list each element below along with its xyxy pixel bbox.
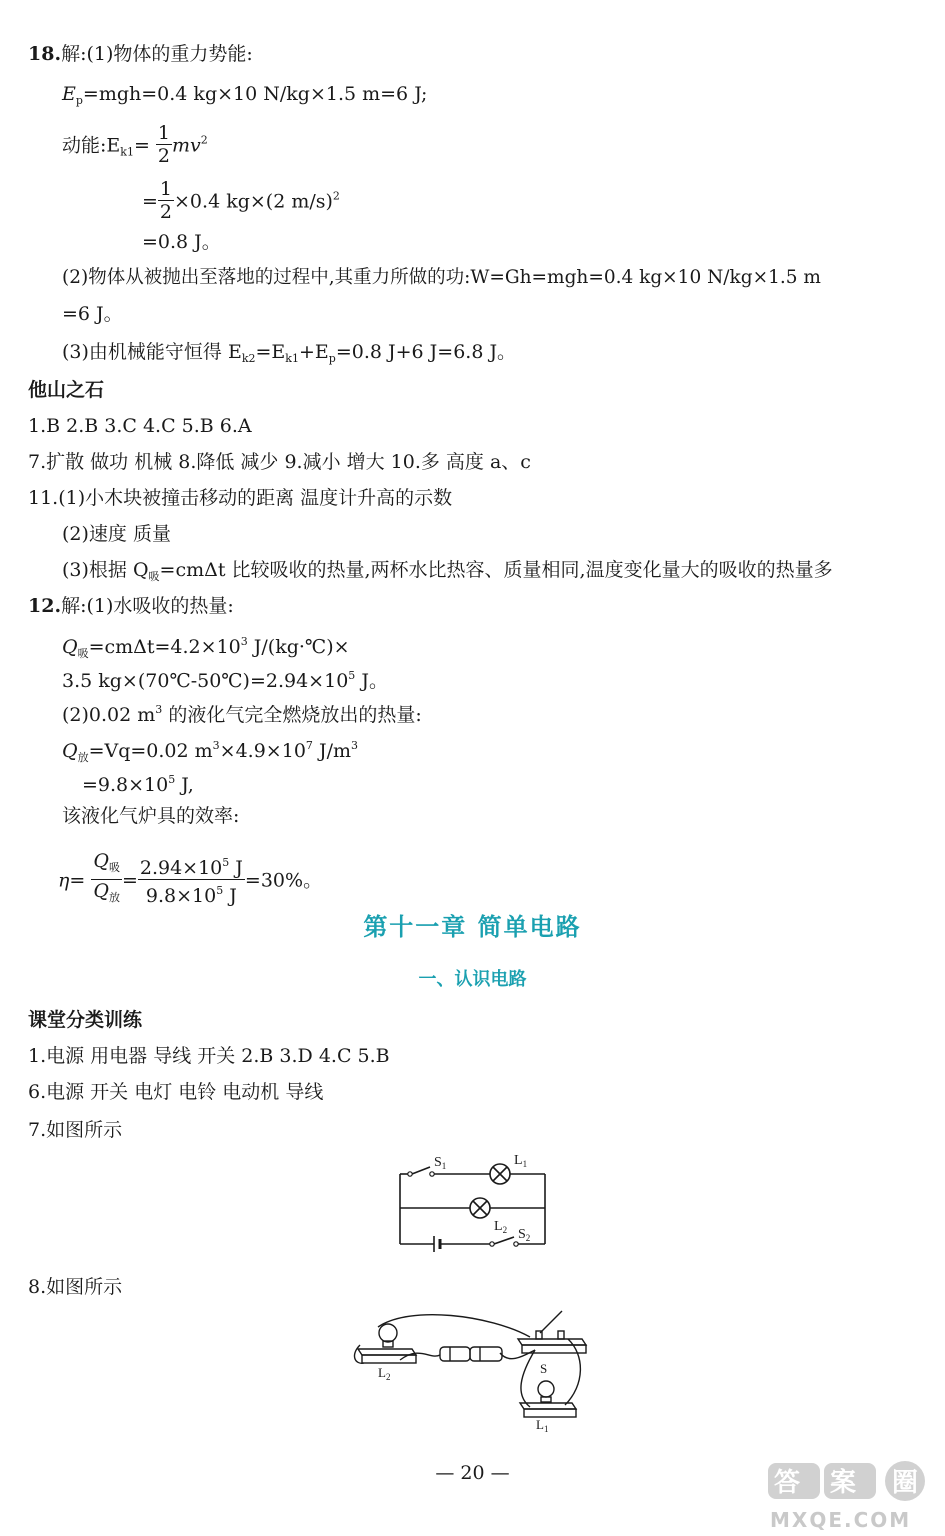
label-l1-q8: $L_1$ (536, 1417, 549, 1434)
watermark-logo (760, 1455, 940, 1535)
q18-ek-line: 动能$:E_{k1}=$ $\frac{1}{2}$ $mv^2$ (62, 122, 208, 167)
circuit-drawing-q8 (350, 1305, 600, 1435)
class-training-heading: 课堂分类训练 (28, 1009, 143, 1031)
chapter-answers-row2: 6.电源 开关 电灯 电铃 电动机 导线 (28, 1081, 324, 1103)
fraction-values: $\frac{2.94\times 10^5 J}{9.8\times 10^5 J}$ (138, 852, 245, 907)
chapter-answers-row1: 1.电源 用电器 导线 开关 2.B 3.D 4.C 5.B (28, 1045, 390, 1067)
q18-ek-line2: = $\frac{1}{2}$ ×0.4 kg×(2 m/s)$^2$ (142, 178, 340, 223)
label-l1: $L_1$ (514, 1153, 528, 1169)
fraction-half: $\frac{1}{2}$ (157, 122, 171, 167)
q12-line6: 该液化气炉具的效率: (62, 805, 240, 827)
q18-part3: (3)由机械能守恒得 $E_{k2}=E_{k1}+E_p=0.8$ J+6 J=6.8 J。 (62, 341, 517, 365)
section-title: 一、认识电路 (418, 969, 527, 990)
q12-title: 12.解:(1)水吸收的热量: (28, 595, 234, 617)
fraction-half-2: $\frac{1}{2}$ (159, 178, 173, 223)
q12-line5: $=9.8\times 10^5$ J, (82, 773, 194, 796)
answers-row2: 7.扩散 做功 机械 8.降低 减少 9.减小 增大 10.多 高度 a、c (28, 451, 531, 473)
q12-line2: 3.5 $kg\times(70℃-50℃)=2.94\times 10^5$ J。 (62, 669, 388, 692)
q12-efficiency: η= $\frac{Q_吸}{Q_放}$ = $\frac{2.94\times 10^5 J}{9.8\times 10^5 J}$ =30%。 (58, 850, 323, 907)
svg-text:案: 案 (830, 1468, 857, 1498)
q12-line3: (2)0.02 $m^3$ 的液化气完全燃烧放出的热量: (62, 703, 422, 726)
chapter-title: 第十一章 简单电路 (363, 913, 582, 941)
q11-part1: 11.(1)小木块被撞击移动的距离 温度计升高的示数 (28, 487, 453, 509)
answers-row1: 1.B 2.B 3.C 4.C 5.B 6.A (28, 415, 252, 437)
q18-part2-line1: (2)物体从被抛出至落地的过程中,其重力所做的功:W=Gh=mgh=0.4 kg×10 N/kg×1.5 m (62, 267, 821, 288)
label-s-q8: S (540, 1361, 548, 1376)
fraction-q-ratio: $\frac{Q_吸}{Q_放}$ (93, 850, 120, 904)
q7-label: 7.如图所示 (28, 1119, 123, 1141)
label-l2-q8: $L_2$ (378, 1365, 391, 1382)
svg-text:答: 答 (774, 1468, 801, 1498)
svg-text:圈: 圈 (892, 1468, 919, 1498)
q11-part2: (2)速度 质量 (62, 523, 171, 545)
q18-title: 18.解:(1)物体的重力势能: (28, 43, 253, 65)
svg-text:MXQE.COM: MXQE.COM (770, 1508, 912, 1532)
q18-ek-line3: =0.8 J。 (142, 231, 221, 253)
q12-line1: $Q_吸=cm\Delta t=4.2\times 10^3$ J/(kg·℃)× (62, 635, 350, 660)
q18-part2-line2: =6 J。 (62, 303, 123, 325)
q8-label: 8.如图所示 (28, 1276, 123, 1298)
section-heading-tashan: 他山之石 (28, 379, 105, 401)
label-s2: $S_2$ (518, 1227, 531, 1243)
circuit-diagram-q7 (390, 1150, 555, 1260)
q11-part3: (3)根据 $Q_吸=cm\Delta t$ 比较吸收的热量,两杯水比热容、质量相同,温度变化量大的吸收的热量多 (62, 559, 833, 583)
q12-line4: $Q_放=Vq=0.02$ $m^3\times 4.9\times 10^7$ $J/m^3$ (62, 739, 358, 764)
q18-ep-line: $E_p=mgh=0.4$ kg×10 N/kg×1.5 m=6 J; (62, 83, 428, 107)
label-s1: $S_1$ (434, 1155, 447, 1171)
page-number: — 20 — (435, 1462, 510, 1484)
label-l2: $L_2$ (494, 1219, 508, 1235)
